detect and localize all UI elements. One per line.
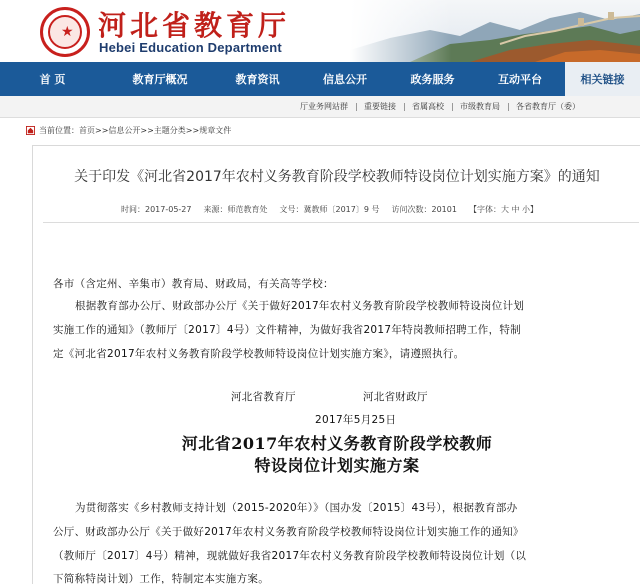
plan-title-line-1: 河北省2017年农村义务教育阶段学校教师 [181, 434, 493, 453]
sub-nav [0, 96, 640, 118]
plan-paragraph-line: （教师厅〔2017〕4号）精神，现就做好我省2017年农村义务教育阶段学校教师特设岗位计划（以 [53, 550, 527, 562]
subnav-business-sites[interactable]: 厅业务网站群 [300, 102, 348, 111]
article-panel [32, 145, 640, 584]
paragraph-line: 定《河北省2017年农村义务教育阶段学校教师特设岗位计划实施方案》，请遵照执行。 [53, 348, 465, 360]
main-nav [0, 62, 640, 96]
paragraph-line: 实施工作的通知》（教师厅〔2017〕4号）文件精神，为做好我省2017年特岗教师招聘工作，特制 [53, 324, 521, 336]
issue-date: 2017年5月25日 [315, 414, 397, 426]
subnav-important-links[interactable]: 重要链接 [356, 96, 404, 118]
meta-doc-number: 文号：冀教师〔2017〕9 号 [279, 205, 380, 214]
font-size-switcher[interactable]: 【字体：大 中 小】 [468, 205, 539, 214]
plan-paragraph-line: 为贯彻落实《乡村教师支持计划（2015-2020年）》（国办发〔2015〕43号），根据教育部办 [75, 502, 518, 514]
plan-paragraph-line: 公厅、财政部办公厅《关于做好2017年农村义务教育阶段学校教师特设岗位计划实施工作的通知》 [53, 526, 524, 538]
breadcrumb [26, 123, 231, 137]
nav-government-services[interactable]: 政务服务 [410, 73, 455, 86]
location-icon [26, 126, 35, 135]
great-wall-banner-image [350, 0, 640, 62]
plan-paragraph-line: 下简称特岗计划）工作，特制定本实施方案。 [53, 573, 269, 584]
nav-education-news[interactable]: 教育资讯 [235, 73, 280, 86]
hebei-education-seal-logo[interactable]: ★ [40, 7, 90, 57]
nav-department-overview[interactable]: 教育厅概况 [132, 73, 188, 86]
paragraph-line: 根据教育部办公厅、财政部办公厅《关于做好2017年农村义务教育阶段学校教师特设岗位计划 [75, 300, 525, 312]
addressee-line: 各市（含定州、辛集市）教育局、财政局，有关高等学校： [53, 278, 334, 290]
site-title-cn[interactable]: 河北省教育厅 [98, 9, 291, 42]
subnav-provincial-universities[interactable]: 省属高校 [404, 96, 452, 118]
signer-education-dept: 河北省教育厅 [231, 391, 296, 403]
meta-source: 来源：师范教育处 [203, 205, 268, 214]
plan-title-line-2: 特设岗位计划实施方案 [254, 456, 420, 475]
signer-finance-dept: 河北省财政厅 [363, 391, 428, 403]
article-title: 关于印发《河北省2017年农村义务教育阶段学校教师特设岗位计划实施方案》的通知 [74, 169, 600, 185]
nav-interactive-platform[interactable]: 互动平台 [498, 73, 542, 86]
article-meta [121, 204, 550, 215]
nav-information-disclosure[interactable]: 信息公开 [323, 73, 367, 86]
nav-home[interactable]: 首 页 [39, 73, 66, 86]
meta-time: 时间：2017-05-27 [121, 205, 192, 214]
site-header [0, 0, 640, 62]
subnav-city-education-bureaus[interactable]: 市级教育局 [452, 96, 508, 118]
site-title-en: Hebei Education Department [99, 40, 282, 55]
breadcrumb-text[interactable]: 当前位置：首页>>信息公开>>主题分类>>规章文件 [39, 125, 232, 135]
subnav-provincial-education-depts[interactable]: 各省教育厅（委） [508, 96, 588, 118]
meta-divider [43, 222, 639, 223]
nav-related-links[interactable]: 相关链接 [565, 62, 640, 96]
meta-visits: 访问次数：20101 [391, 205, 457, 214]
